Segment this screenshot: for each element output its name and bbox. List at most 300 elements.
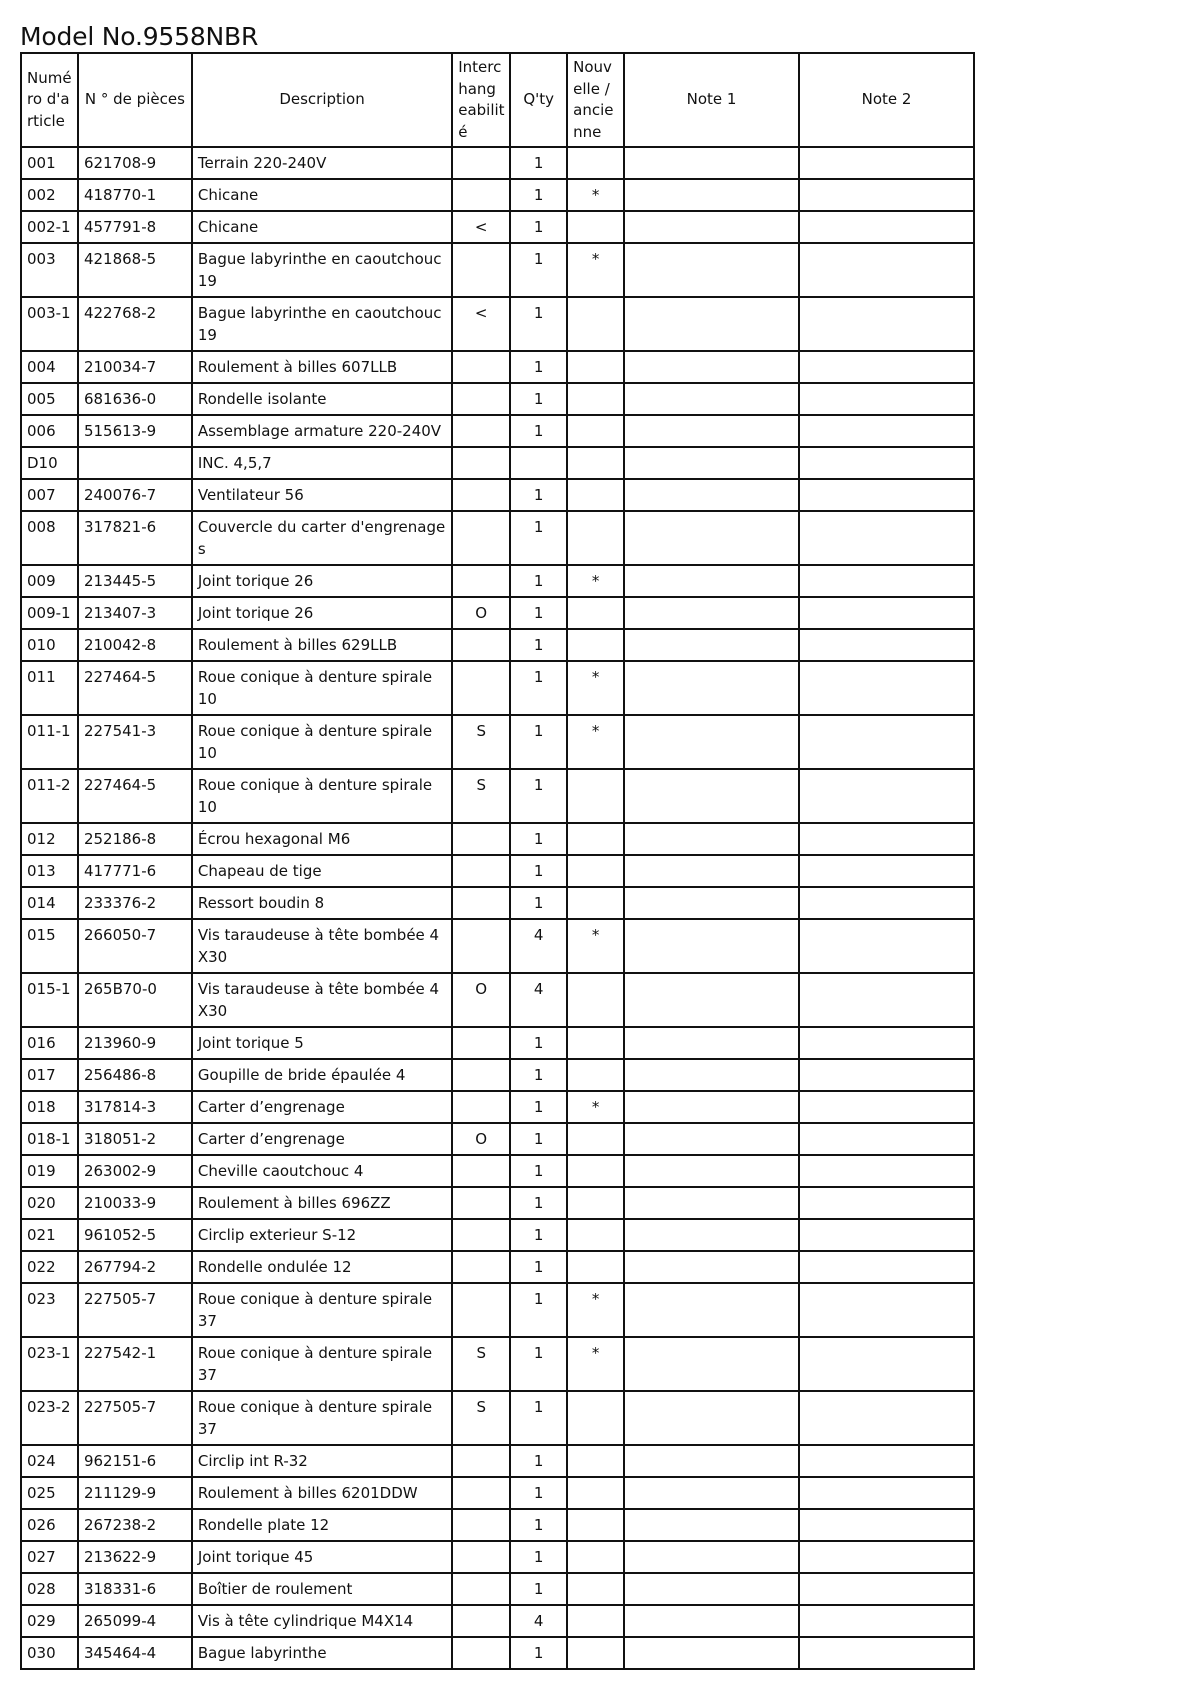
cell-description <box>192 973 452 1027</box>
cell-note-1 <box>624 147 799 179</box>
table-row <box>21 629 974 661</box>
cell-description <box>192 715 452 769</box>
cell-new-old <box>567 1445 624 1477</box>
cell-qty-text: 1 <box>533 1344 544 1362</box>
cell-note-1 <box>624 973 799 1027</box>
cell-note-1 <box>624 179 799 211</box>
cell-part-no <box>78 565 192 597</box>
cell-description <box>192 1477 452 1509</box>
cell-new-old <box>567 1123 624 1155</box>
cell-interchangeability <box>452 1091 510 1123</box>
cell-new-old <box>567 1187 624 1219</box>
cell-part-no-text: 318051-2 <box>83 1130 157 1148</box>
cell-part-no-text: 213407-3 <box>83 604 157 622</box>
cell-qty <box>510 565 567 597</box>
cell-item-no <box>21 1219 78 1251</box>
cell-item-no <box>21 823 78 855</box>
cell-note-2 <box>799 1509 974 1541</box>
cell-note-2 <box>799 1155 974 1187</box>
cell-interchangeability-text <box>453 1220 509 1225</box>
table-row <box>21 769 974 823</box>
cell-interchangeability-text <box>453 566 509 571</box>
cell-qty <box>510 973 567 1027</box>
cell-note-2-text <box>800 920 973 925</box>
cell-new-old-text <box>568 1124 623 1129</box>
cell-interchangeability <box>452 1541 510 1573</box>
cell-qty-text: 1 <box>533 830 544 848</box>
cell-description <box>192 1637 452 1669</box>
cell-item-no <box>21 243 78 297</box>
cell-note-2 <box>799 147 974 179</box>
cell-interchangeability-text <box>453 1478 509 1483</box>
cell-interchangeability-text <box>453 512 509 517</box>
cell-interchangeability <box>452 211 510 243</box>
cell-part-no <box>78 479 192 511</box>
cell-part-no <box>78 919 192 973</box>
cell-part-no <box>78 1283 192 1337</box>
cell-interchangeability <box>452 1059 510 1091</box>
cell-qty-text: 1 <box>533 572 544 590</box>
cell-description-text: Chicane <box>197 218 259 236</box>
cell-interchangeability <box>452 919 510 973</box>
cell-item-no <box>21 1391 78 1445</box>
cell-note-1-text <box>625 716 798 721</box>
cell-description <box>192 383 452 415</box>
cell-interchangeability-text <box>453 630 509 635</box>
cell-interchangeability-text: < <box>474 304 488 322</box>
cell-note-2-text <box>800 1606 973 1611</box>
cell-note-1-text <box>625 1574 798 1579</box>
cell-note-2 <box>799 1541 974 1573</box>
cell-new-old-text <box>568 1446 623 1451</box>
cell-description-text: Cheville caoutchouc 4 <box>197 1162 364 1180</box>
cell-part-no <box>78 973 192 1027</box>
cell-note-2-text <box>800 1478 973 1483</box>
cell-interchangeability <box>452 597 510 629</box>
cell-note-1 <box>624 1605 799 1637</box>
page-title: Model No.9558NBR <box>20 22 259 51</box>
cell-note-1-text <box>625 1338 798 1343</box>
cell-note-1 <box>624 511 799 565</box>
table-header <box>21 53 974 147</box>
cell-description <box>192 147 452 179</box>
cell-description <box>192 661 452 715</box>
cell-note-2 <box>799 447 974 479</box>
cell-new-old-text <box>568 1638 623 1643</box>
cell-new-old <box>567 1283 624 1337</box>
cell-new-old-text <box>568 888 623 893</box>
cell-item-no <box>21 1059 78 1091</box>
cell-interchangeability-text <box>453 1156 509 1161</box>
cell-new-old-text <box>568 1478 623 1483</box>
cell-qty <box>510 1391 567 1445</box>
cell-note-2 <box>799 715 974 769</box>
cell-note-1 <box>624 351 799 383</box>
cell-note-2 <box>799 565 974 597</box>
table-row <box>21 351 974 383</box>
cell-description-text: Carter d’engrenage <box>197 1130 345 1148</box>
cell-item-no <box>21 715 78 769</box>
cell-new-old <box>567 1219 624 1251</box>
cell-interchangeability-text <box>453 384 509 389</box>
cell-note-2 <box>799 1337 974 1391</box>
cell-item-no <box>21 147 78 179</box>
cell-part-no-text: 421868-5 <box>83 250 157 268</box>
cell-item-no-text: 022 <box>27 1258 56 1276</box>
cell-new-old <box>567 629 624 661</box>
cell-part-no-text: 418770-1 <box>83 186 157 204</box>
cell-description-text: Roulement à billes 629LLB <box>197 636 398 654</box>
cell-note-1 <box>624 1091 799 1123</box>
cell-new-old-text <box>568 1392 623 1397</box>
cell-description-text: Bague labyrinthe en caoutchouc 19 <box>197 304 442 344</box>
cell-new-old <box>567 1091 624 1123</box>
cell-note-2-text <box>800 1510 973 1515</box>
cell-interchangeability-text <box>453 1574 509 1579</box>
cell-qty-text: 4 <box>533 926 544 944</box>
cell-interchangeability <box>452 855 510 887</box>
cell-new-old-text: * <box>591 926 600 944</box>
cell-note-1-text <box>625 856 798 861</box>
cell-new-old <box>567 715 624 769</box>
cell-new-old <box>567 511 624 565</box>
cell-qty-text: 1 <box>533 304 544 322</box>
cell-qty-text: 1 <box>533 668 544 686</box>
cell-note-2 <box>799 1091 974 1123</box>
cell-description <box>192 211 452 243</box>
cell-description-text: Boîtier de roulement <box>197 1580 353 1598</box>
cell-new-old-text <box>568 1220 623 1225</box>
cell-new-old-text: * <box>591 250 600 268</box>
cell-interchangeability <box>452 629 510 661</box>
cell-description <box>192 1027 452 1059</box>
cell-item-no <box>21 479 78 511</box>
cell-qty <box>510 887 567 919</box>
table-row <box>21 661 974 715</box>
cell-note-2 <box>799 1637 974 1669</box>
table-row <box>21 973 974 1027</box>
cell-description-text: Vis à tête cylindrique M4X14 <box>197 1612 414 1630</box>
cell-note-1-text <box>625 212 798 217</box>
cell-note-1 <box>624 297 799 351</box>
cell-new-old-text <box>568 512 623 517</box>
cell-new-old <box>567 243 624 297</box>
header-item-no: Numé ro d'a rticle <box>21 53 78 147</box>
cell-note-1-text <box>625 824 798 829</box>
cell-new-old <box>567 297 624 351</box>
cell-part-no-text: 227542-1 <box>83 1344 157 1362</box>
cell-note-2-text <box>800 1156 973 1161</box>
cell-new-old-text <box>568 1606 623 1611</box>
cell-qty-text: 1 <box>533 604 544 622</box>
cell-item-no <box>21 1091 78 1123</box>
cell-part-no <box>78 887 192 919</box>
cell-description <box>192 243 452 297</box>
cell-qty <box>510 511 567 565</box>
cell-note-1-text <box>625 1284 798 1289</box>
table-row <box>21 1219 974 1251</box>
cell-note-1-text <box>625 1446 798 1451</box>
cell-qty <box>510 1251 567 1283</box>
cell-note-1-text <box>625 974 798 979</box>
cell-note-1-text <box>625 1156 798 1161</box>
cell-note-1 <box>624 1541 799 1573</box>
cell-note-1 <box>624 1219 799 1251</box>
cell-part-no-text: 681636-0 <box>83 390 157 408</box>
cell-note-1 <box>624 629 799 661</box>
cell-note-1-text <box>625 920 798 925</box>
cell-description <box>192 1541 452 1573</box>
cell-description-text: Joint torique 5 <box>197 1034 304 1052</box>
cell-description-text: Bague labyrinthe <box>197 1644 327 1662</box>
cell-new-old <box>567 415 624 447</box>
cell-description <box>192 769 452 823</box>
cell-item-no <box>21 1251 78 1283</box>
table-row <box>21 1573 974 1605</box>
cell-qty <box>510 715 567 769</box>
cell-qty-text: 1 <box>533 1452 544 1470</box>
cell-part-no-text: 962151-6 <box>83 1452 157 1470</box>
cell-item-no-text: 019 <box>27 1162 56 1180</box>
cell-interchangeability <box>452 1155 510 1187</box>
cell-description <box>192 1573 452 1605</box>
cell-qty <box>510 769 567 823</box>
cell-new-old-text: * <box>591 722 600 740</box>
cell-note-2 <box>799 1219 974 1251</box>
cell-qty-text <box>511 448 566 453</box>
cell-note-2 <box>799 351 974 383</box>
cell-note-1 <box>624 1251 799 1283</box>
cell-description-text: Roue conique à denture spirale 37 <box>197 1398 433 1438</box>
cell-description <box>192 1337 452 1391</box>
table-row <box>21 1509 974 1541</box>
cell-new-old-text: * <box>591 572 600 590</box>
cell-item-no-text: 023-1 <box>27 1344 71 1362</box>
cell-item-no <box>21 661 78 715</box>
cell-note-1 <box>624 383 799 415</box>
cell-note-2-text <box>800 824 973 829</box>
cell-part-no-text: 252186-8 <box>83 830 157 848</box>
cell-note-2-text <box>800 974 973 979</box>
cell-item-no <box>21 1477 78 1509</box>
cell-description-text: Joint torique 26 <box>197 604 314 622</box>
table-row <box>21 1637 974 1669</box>
cell-item-no-text: 011-2 <box>27 776 71 794</box>
table-row <box>21 1059 974 1091</box>
cell-note-1 <box>624 1283 799 1337</box>
cell-part-no <box>78 1637 192 1669</box>
cell-qty <box>510 1573 567 1605</box>
cell-item-no <box>21 1123 78 1155</box>
cell-qty <box>510 383 567 415</box>
cell-item-no-text: 010 <box>27 636 56 654</box>
cell-new-old <box>567 565 624 597</box>
cell-note-1-text <box>625 1028 798 1033</box>
cell-part-no <box>78 769 192 823</box>
cell-item-no <box>21 415 78 447</box>
cell-item-no-text: 015-1 <box>27 980 71 998</box>
cell-qty-text: 1 <box>533 776 544 794</box>
cell-part-no <box>78 1391 192 1445</box>
cell-note-1 <box>624 1187 799 1219</box>
cell-interchangeability <box>452 1337 510 1391</box>
cell-qty <box>510 1445 567 1477</box>
cell-item-no <box>21 297 78 351</box>
cell-qty-text: 1 <box>533 218 544 236</box>
cell-note-2-text <box>800 384 973 389</box>
table-row <box>21 243 974 297</box>
cell-description-text: Roue conique à denture spirale 37 <box>197 1290 433 1330</box>
cell-item-no <box>21 1337 78 1391</box>
cell-qty <box>510 1509 567 1541</box>
cell-interchangeability <box>452 1605 510 1637</box>
table-row <box>21 179 974 211</box>
cell-new-old <box>567 383 624 415</box>
cell-note-2 <box>799 919 974 973</box>
cell-part-no <box>78 597 192 629</box>
table-row <box>21 1251 974 1283</box>
header-note-2: Note 2 <box>799 53 974 147</box>
cell-note-2-text <box>800 212 973 217</box>
cell-item-no <box>21 447 78 479</box>
cell-description-text: Roulement à billes 6201DDW <box>197 1484 418 1502</box>
cell-part-no-text: 256486-8 <box>83 1066 157 1084</box>
cell-item-no-text: 003-1 <box>27 304 71 322</box>
cell-qty <box>510 351 567 383</box>
cell-qty-text: 1 <box>533 894 544 912</box>
cell-part-no-text: 422768-2 <box>83 304 157 322</box>
cell-note-1-text <box>625 1060 798 1065</box>
cell-item-no-text: 012 <box>27 830 56 848</box>
cell-interchangeability <box>452 351 510 383</box>
cell-part-no <box>78 629 192 661</box>
cell-note-1-text <box>625 512 798 517</box>
cell-description-text: Circlip int R-32 <box>197 1452 308 1470</box>
cell-interchangeability <box>452 1251 510 1283</box>
cell-note-2-text <box>800 1028 973 1033</box>
cell-note-1-text <box>625 1606 798 1611</box>
cell-note-2 <box>799 823 974 855</box>
cell-description-text: Vis taraudeuse à tête bombée 4X30 <box>197 926 440 966</box>
cell-item-no <box>21 565 78 597</box>
cell-interchangeability <box>452 297 510 351</box>
cell-note-1-text <box>625 1092 798 1097</box>
cell-part-no <box>78 1219 192 1251</box>
cell-note-2-text <box>800 480 973 485</box>
cell-item-no <box>21 887 78 919</box>
cell-new-old-text <box>568 598 623 603</box>
cell-qty <box>510 1337 567 1391</box>
cell-description <box>192 447 452 479</box>
cell-interchangeability-text <box>453 1542 509 1547</box>
cell-note-2-text <box>800 1124 973 1129</box>
table-row <box>21 415 974 447</box>
cell-new-old-text <box>568 1542 623 1547</box>
cell-note-2-text <box>800 1446 973 1451</box>
cell-note-2 <box>799 211 974 243</box>
cell-note-2 <box>799 1391 974 1445</box>
cell-description <box>192 479 452 511</box>
cell-note-1-text <box>625 1252 798 1257</box>
cell-part-no-text: 210033-9 <box>83 1194 157 1212</box>
cell-note-2-text <box>800 1092 973 1097</box>
cell-part-no-text: 227505-7 <box>83 1290 157 1308</box>
cell-interchangeability <box>452 823 510 855</box>
cell-part-no-text: 210042-8 <box>83 636 157 654</box>
cell-part-no-text: 266050-7 <box>83 926 157 944</box>
table-row <box>21 297 974 351</box>
cell-interchangeability-text: O <box>475 604 488 622</box>
cell-item-no-text: 002-1 <box>27 218 71 236</box>
cell-part-no <box>78 1509 192 1541</box>
cell-interchangeability <box>452 147 510 179</box>
table-body <box>21 147 974 1669</box>
cell-qty <box>510 1477 567 1509</box>
cell-new-old <box>567 1541 624 1573</box>
cell-item-no-text: 026 <box>27 1516 56 1534</box>
cell-new-old <box>567 1509 624 1541</box>
cell-qty <box>510 1605 567 1637</box>
cell-note-1 <box>624 1477 799 1509</box>
cell-part-no-text: 317814-3 <box>83 1098 157 1116</box>
cell-description <box>192 823 452 855</box>
cell-interchangeability <box>452 769 510 823</box>
cell-qty-text: 1 <box>533 1290 544 1308</box>
cell-note-2-text <box>800 148 973 153</box>
cell-note-2-text <box>800 662 973 667</box>
cell-new-old <box>567 179 624 211</box>
cell-part-no-text: 227505-7 <box>83 1398 157 1416</box>
cell-note-1 <box>624 597 799 629</box>
cell-item-no <box>21 973 78 1027</box>
cell-interchangeability-text <box>453 1028 509 1033</box>
cell-part-no <box>78 351 192 383</box>
cell-new-old <box>567 1059 624 1091</box>
cell-interchangeability-text <box>453 1188 509 1193</box>
cell-part-no <box>78 855 192 887</box>
cell-interchangeability-text <box>453 824 509 829</box>
cell-description-text: Terrain 220-240V <box>197 154 327 172</box>
cell-note-1-text <box>625 416 798 421</box>
cell-qty <box>510 1541 567 1573</box>
cell-new-old <box>567 769 624 823</box>
table-row <box>21 887 974 919</box>
cell-description-text: Roulement à billes 607LLB <box>197 358 398 376</box>
cell-new-old-text <box>568 1574 623 1579</box>
cell-note-2-text <box>800 716 973 721</box>
cell-note-2 <box>799 1251 974 1283</box>
cell-note-1 <box>624 211 799 243</box>
cell-qty <box>510 1219 567 1251</box>
cell-note-2 <box>799 973 974 1027</box>
cell-note-2-text <box>800 298 973 303</box>
cell-new-old <box>567 1477 624 1509</box>
cell-qty-text: 1 <box>533 186 544 204</box>
cell-description <box>192 565 452 597</box>
cell-item-no <box>21 1187 78 1219</box>
table-row <box>21 1155 974 1187</box>
cell-qty <box>510 1027 567 1059</box>
cell-part-no-text: 265099-4 <box>83 1612 157 1630</box>
cell-description-text: Goupille de bride épaulée 4 <box>197 1066 406 1084</box>
cell-qty <box>510 661 567 715</box>
cell-item-no-text: 016 <box>27 1034 56 1052</box>
cell-item-no-text: 005 <box>27 390 56 408</box>
cell-item-no-text: 011-1 <box>27 722 71 740</box>
cell-note-1 <box>624 887 799 919</box>
table-row <box>21 597 974 629</box>
cell-note-1-text <box>625 480 798 485</box>
